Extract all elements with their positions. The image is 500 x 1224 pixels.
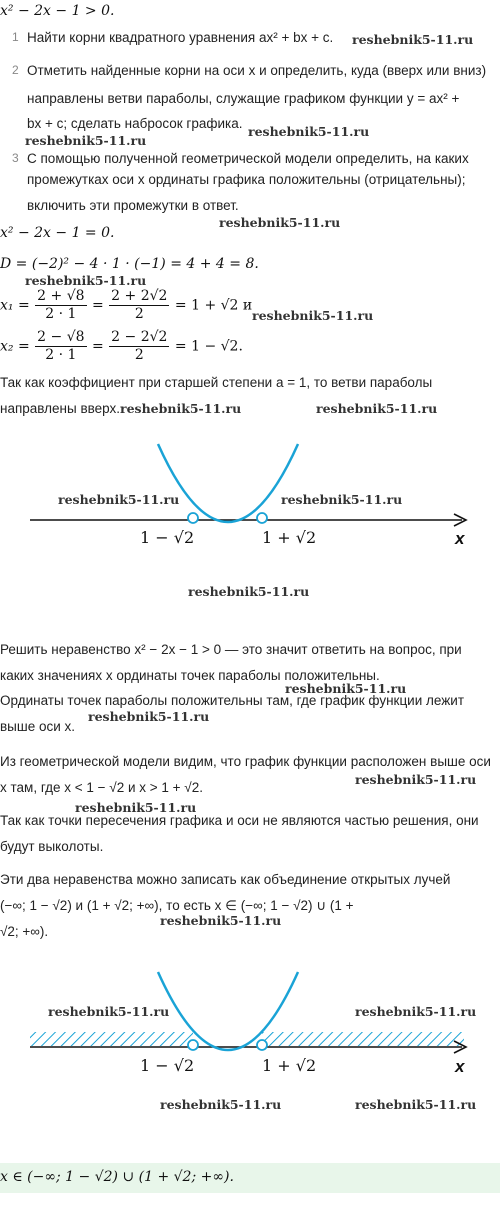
axis-label: x [455,529,465,548]
watermark: reshebnik5-11.ru [355,1097,477,1112]
answer-text: x ∈ (−∞; 1 − √2) ∪ (1 + √2; +∞). [0,1169,234,1185]
watermark: reshebnik5-11.ru [281,492,403,507]
step-text: промежутках оси x ординаты графика положительны (отрицательны); [27,172,466,187]
step-number: 1 [12,30,19,44]
problem-inequality: x² − 2x − 1 > 0. [0,3,115,19]
watermark: reshebnik5-11.ru [120,401,242,416]
fraction-denominator: 2 · 1 [45,347,77,363]
x1-result: = 1 + √2 и [174,297,253,314]
paragraph-text: Из геометрической модели видим, что график функции расположен выше оси [0,754,491,769]
watermark: reshebnik5-11.ru [188,584,310,599]
fraction [109,329,169,364]
fraction-numerator: 2 + 2√2 [111,288,168,304]
step-text: включить эти промежутки в ответ. [27,198,239,213]
x2-result: = 1 − √2. [174,338,243,355]
paragraph-text: (−∞; 1 − √2) и (1 + √2; +∞), то есть x ∈ (−∞; 1 − √2) ∪ (1 + [0,898,354,913]
fraction-numerator: 2 − √8 [37,329,85,345]
paragraph-text: Так как точки пересечения графика и оси не являются частью решения, они [0,813,479,828]
fraction [35,288,86,323]
x1-label: x₁ = [0,297,30,314]
equation: x² − 2x − 1 = 0. [0,225,115,241]
step-text: направлены ветви параболы, служащие графиком функции y = ax² + [27,91,460,106]
paragraph-text: каких значениях x ординаты точек параболы положительны. [0,668,380,683]
solution-graph [0,968,500,1088]
fraction [35,329,86,364]
paragraph-text: направлены вверх. [0,401,121,416]
axis-label: x [455,1057,465,1076]
paragraph-text: x там, где x < 1 − √2 и x > 1 + √2. [0,780,203,795]
root-x2-formula: x₂ = $\frac{2 - √8}{2 \cdot 1}$ = $\frac{2 - 2√2}{2}$ = 1 − √2. [0,329,243,363]
step-text: Найти корни квадратного уравнения ax² + bx + c. [27,30,334,45]
fraction-denominator: 2 [134,347,144,363]
root-label-right: 1 + √2 [262,1056,317,1075]
parabola-curve [158,444,298,522]
root-label-right: 1 + √2 [262,528,317,547]
watermark: reshebnik5-11.ru [160,913,282,928]
watermark: reshebnik5-11.ru [75,800,197,815]
watermark: reshebnik5-11.ru [25,133,147,148]
root-point-right [257,513,267,523]
paragraph-text: √2; +∞). [0,924,49,939]
paragraph-text: выше оси x. [0,719,76,734]
root-point-left [188,513,198,523]
step-text: bx + c; сделать набросок графика. [27,116,243,131]
x2-label: x₂ = [0,338,30,355]
watermark: reshebnik5-11.ru [88,709,210,724]
watermark: reshebnik5-11.ru [355,772,477,787]
watermark: reshebnik5-11.ru [160,1097,282,1112]
paragraph-text: Эти два неравенства можно записать как объединение открытых лучей [0,872,451,887]
step-text: Отметить найденные корни на оси x и определить, куда (вверх или вниз) [27,63,487,78]
watermark: reshebnik5-11.ru [355,1004,477,1019]
watermark: reshebnik5-11.ru [58,492,180,507]
watermark: reshebnik5-11.ru [352,32,474,47]
fraction-numerator: 2 + √8 [37,288,85,304]
watermark: reshebnik5-11.ru [219,215,341,230]
watermark: reshebnik5-11.ru [48,1004,170,1019]
paragraph-text: Ординаты точек параболы положительны там, где график функции лежит [0,693,465,708]
fraction-numerator: 2 − 2√2 [111,329,168,345]
watermark: reshebnik5-11.ru [25,273,147,288]
hatched-interval-left [30,1032,193,1046]
watermark: reshebnik5-11.ru [252,308,374,323]
fraction-denominator: 2 · 1 [45,306,77,322]
step-number: 2 [12,63,19,77]
step-number: 3 [12,151,19,165]
watermark: reshebnik5-11.ru [316,401,438,416]
paragraph-text: будут выколоты. [0,839,104,854]
step-text: С помощью полученной геометрической модели определить, на каких [27,151,469,166]
fraction [109,288,169,323]
root-label-left: 1 − √2 [140,528,195,547]
root-x1-formula: x₁ = $\frac{2 + √8}{2 \cdot 1}$ = $\frac{2 + 2√2}{2}$ = 1 + √2 и [0,288,253,322]
watermark: reshebnik5-11.ru [285,681,407,696]
fraction-denominator: 2 [134,306,144,322]
paragraph-text: Так как коэффициент при старшей степени a = 1, то ветви параболы [0,375,433,390]
paragraph-text: Решить неравенство x² − 2x − 1 > 0 — это значит ответить на вопрос, при [0,642,462,657]
root-point-left [188,1040,198,1050]
root-label-left: 1 − √2 [140,1056,195,1075]
hatched-interval-right [262,1032,464,1046]
watermark: reshebnik5-11.ru [248,124,370,139]
discriminant: D = (−2)² − 4 · 1 · (−1) = 4 + 4 = 8. [0,256,259,272]
root-point-right [257,1040,267,1050]
